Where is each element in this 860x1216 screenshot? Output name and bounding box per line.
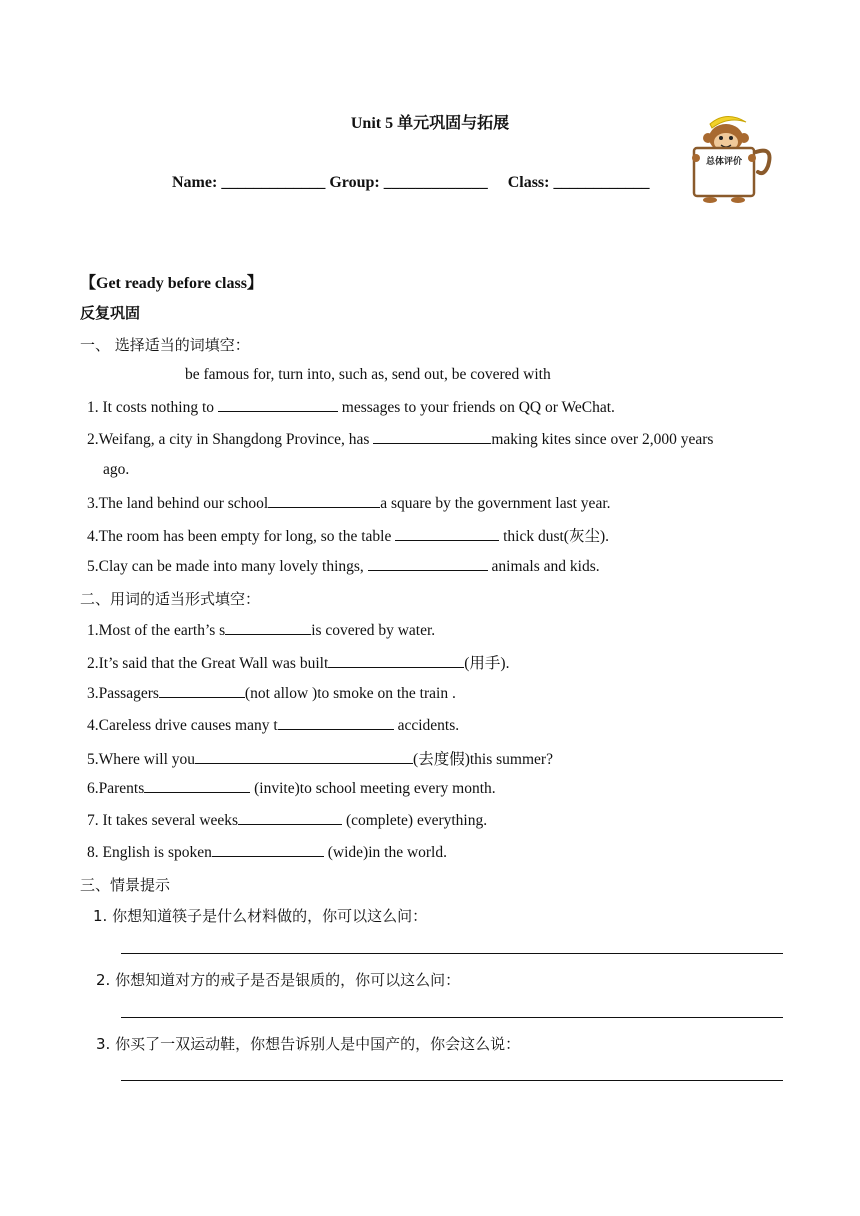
- student-info-line: [172, 174, 649, 192]
- part3-item-2: 2. 你想知道对方的戒子是否是银质的，你可以这么问：: [96, 971, 461, 989]
- page-title: Unit 5 单元巩固与拓展: [350, 115, 510, 132]
- badge-text: 总体评价: [705, 157, 743, 167]
- part1-item-2: 2.Weifang, a city in Shangdong Province, has making kites since over 2,000 years: [87, 431, 714, 448]
- class-label: Class:: [507, 174, 550, 191]
- part1-item-1: 1. It costs nothing to messages to your friends on QQ or WeChat.: [87, 399, 615, 416]
- answer-line[interactable]: [121, 1080, 783, 1081]
- answer-blank[interactable]: [278, 715, 394, 730]
- section-heading: 【Get ready before class】: [80, 275, 263, 292]
- answer-blank[interactable]: [373, 429, 491, 444]
- part3-item-3: 3. 你买了一双运动鞋，你想告诉别人是中国产的，你会这么说：: [96, 1035, 521, 1053]
- word-bank: be famous for, turn into, such as, send out, be covered with: [185, 366, 551, 383]
- part3-heading: 三、情景提示: [80, 876, 171, 894]
- answer-blank[interactable]: [395, 526, 499, 541]
- answer-blank[interactable]: [195, 749, 413, 764]
- answer-line[interactable]: [121, 1017, 783, 1018]
- part2-item-3: 3.Passagers (not allow )to smoke on the train .: [87, 685, 456, 702]
- part2-item-2: 2.It’s said that the Great Wall was built (用手).: [87, 655, 510, 672]
- monkey-icon: [688, 112, 778, 204]
- consolidation-heading: 反复巩固: [80, 304, 141, 322]
- name-blank[interactable]: _____________: [221, 174, 326, 191]
- part1-item-3: 3.The land behind our school a square by the government last year.: [87, 495, 611, 512]
- group-label: Group:: [329, 174, 380, 191]
- part2-item-8: 8. English is spoken (wide)in the world.: [87, 844, 447, 861]
- monkey-evaluation-badge: [688, 112, 778, 204]
- part2-item-5: 5.Where will you (去度假)this summer?: [87, 751, 553, 768]
- part1-item-2-cont: ago.: [103, 461, 130, 478]
- answer-blank[interactable]: [144, 778, 250, 793]
- part2-item-7: 7. It takes several weeks (complete) everything.: [87, 812, 488, 829]
- answer-blank[interactable]: [212, 842, 324, 857]
- part2-item-6: 6.Parents (invite)to school meeting every month.: [87, 780, 496, 797]
- part1-heading: 一、 选择适当的词填空：: [80, 336, 250, 354]
- answer-blank[interactable]: [268, 493, 380, 508]
- answer-blank[interactable]: [238, 810, 342, 825]
- answer-blank[interactable]: [159, 683, 245, 698]
- answer-blank[interactable]: [368, 556, 488, 571]
- answer-blank[interactable]: [225, 620, 311, 635]
- group-blank[interactable]: _____________: [383, 174, 488, 191]
- answer-blank[interactable]: [218, 397, 338, 412]
- part3-item-1: 1. 你想知道筷子是什么材料做的，你可以这么问：: [93, 907, 428, 925]
- answer-line[interactable]: [121, 953, 783, 954]
- part2-item-1: 1.Most of the earth’s s is covered by water.: [87, 622, 436, 639]
- class-blank[interactable]: ____________: [553, 174, 650, 191]
- answer-blank[interactable]: [328, 653, 464, 668]
- part1-item-5: 5.Clay can be made into many lovely things, animals and kids.: [87, 558, 600, 575]
- part2-item-4: 4.Careless drive causes many t accidents.: [87, 717, 460, 734]
- part1-item-4: 4.The room has been empty for long, so the table thick dust(灰尘).: [87, 528, 609, 545]
- part2-heading: 二、用词的适当形式填空：: [80, 590, 261, 608]
- name-label: Name:: [172, 174, 218, 191]
